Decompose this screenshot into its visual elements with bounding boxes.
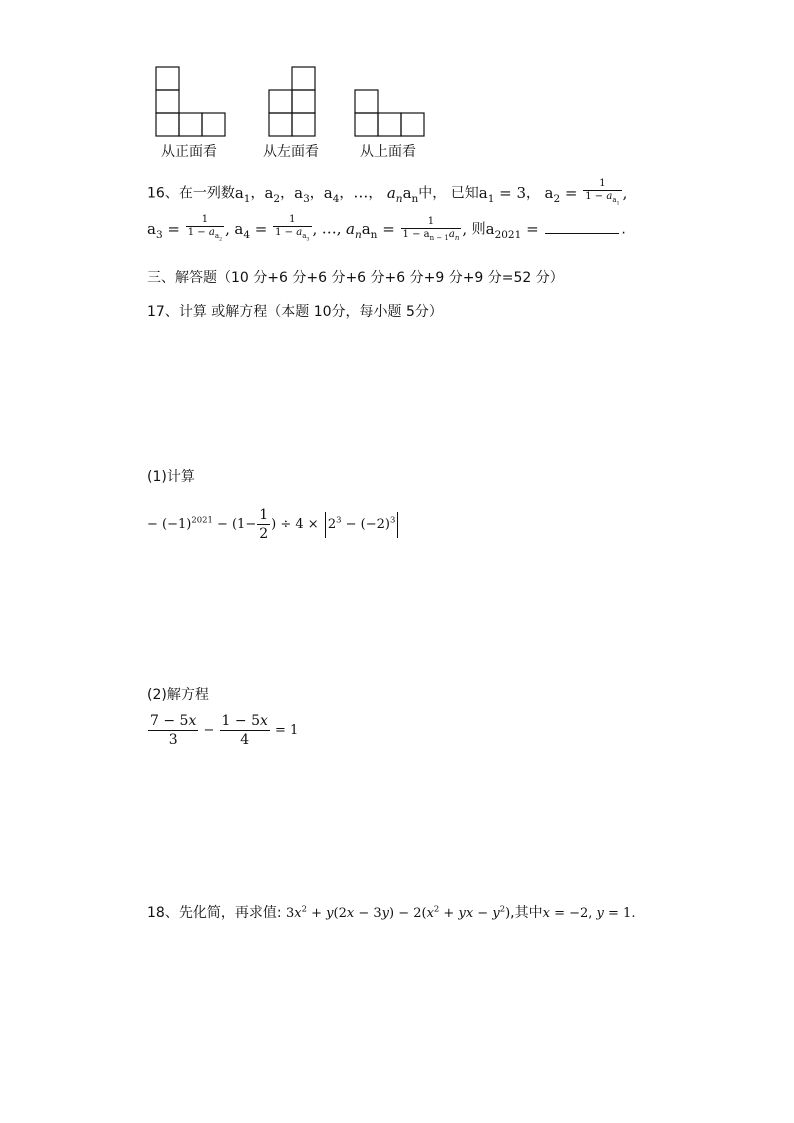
q16-line2: $a_3$ = $\frac{1}{1 - a_{a_2}}$ , $a_4$ = $\frac{1}{1 - a_{a_3}}$ , …, $a_na_n$ = $\frac{1}{1 - a_{n - 1}a_n}$ , 则$a_{2021}$ = . [147, 214, 626, 243]
q17-part2-equation: $\frac{7 - 5x}{3}$ − $\frac{1 - 5x}{4}$ = 1 [150, 713, 299, 748]
left-view-caption: 从左面看 [263, 144, 319, 160]
q16-known: 已知 [450, 185, 479, 202]
q16-in-middle: 中， [418, 185, 447, 202]
top-view-figure [354, 89, 426, 139]
q16-answer-blank [545, 221, 619, 234]
q18-lead: 18、先化简，再求值: [147, 905, 282, 921]
q18-text: 18、先化简，再求值: $3x^2 + y(2x - 3y) - 2(x^2$ + yx − $y^2$),其中x = −2, y = 1. [147, 903, 636, 921]
q16-line1: 16、在一列数$a_1$，$a_2$，$a_3$，$a_4$，…， $a_na_n$中， 已知$a_1 = 3$， $a_2$ = $\frac{1}{1 - a_{a_1}}$ , [147, 178, 628, 207]
left-view-figure [268, 66, 318, 138]
q16-lead: 16、在一列数 [147, 185, 235, 202]
q16-then: 则 [471, 221, 486, 238]
q18-where: ,其中 [510, 905, 543, 921]
q17-part1-label: (1)计算 [147, 469, 195, 485]
front-view-figure [155, 66, 227, 138]
top-view-caption: 从上面看 [360, 144, 416, 160]
q17-title: 17、计算 或解方程（本题 10分，每小题 5分） [147, 304, 443, 320]
section3-heading: 三、解答题（10 分+6 分+6 分+6 分+6 分+9 分+9 分=52 分） [147, 270, 564, 286]
front-view-caption: 从正面看 [161, 144, 217, 160]
q17-part2-label: (2)解方程 [147, 687, 209, 703]
q17-part1-expression: − $(-1)^{2021} - (1-$ $\frac{1}{2}$ ) ÷ $4 \times 2^3 - (-2)^3$ [147, 506, 400, 543]
